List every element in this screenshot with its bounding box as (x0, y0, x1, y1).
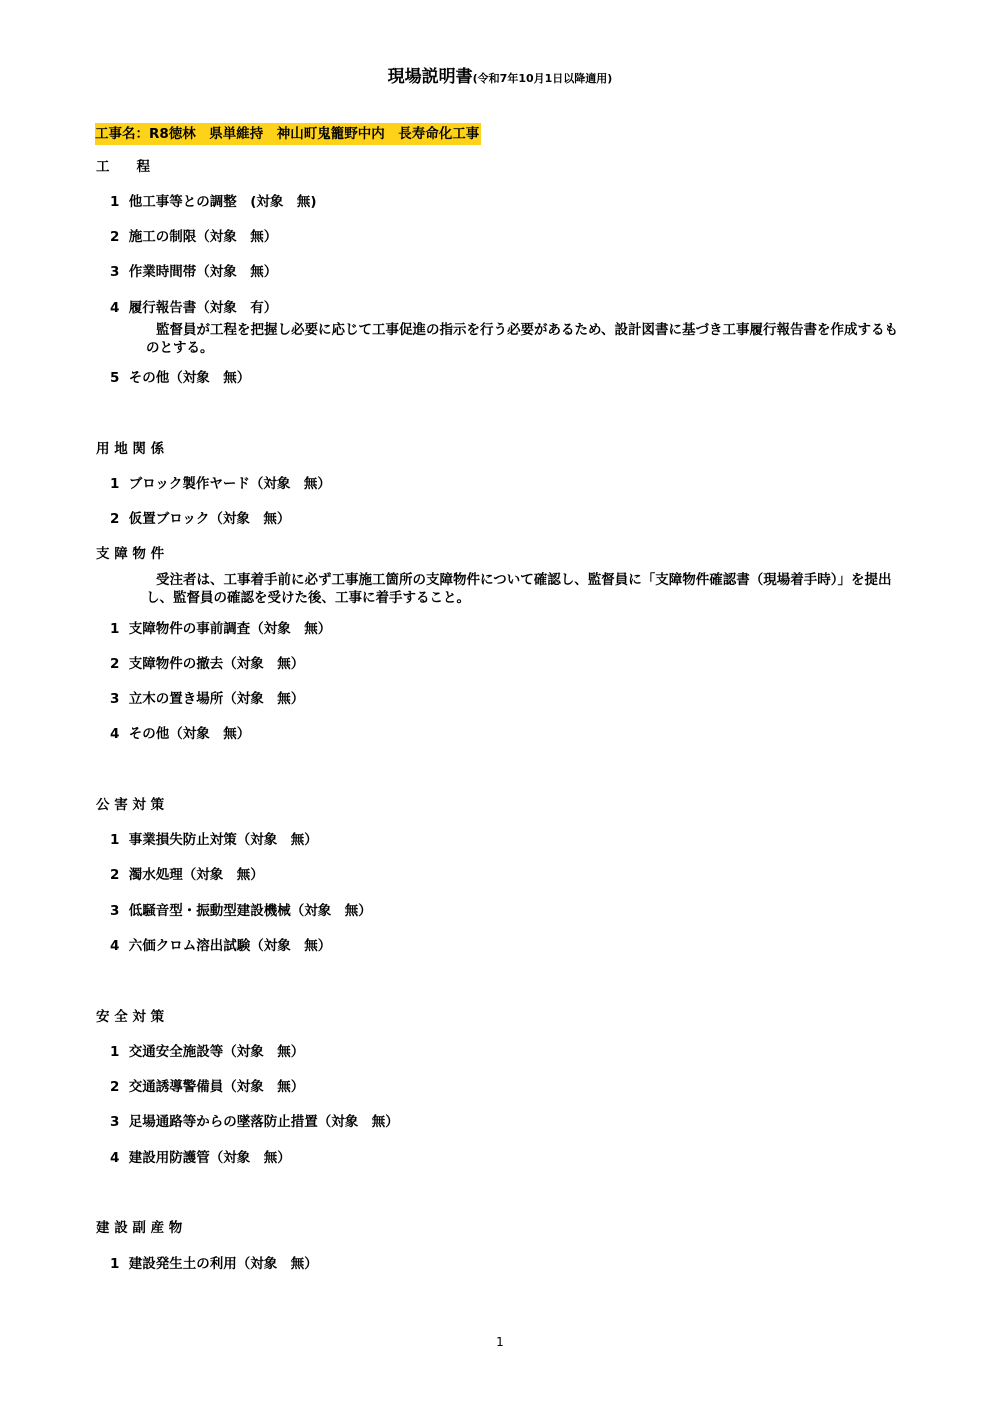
list-item: 1 支障物件の事前調査（対象 無） (110, 621, 332, 637)
list-item: 3 立木の置き場所（対象 無） (110, 691, 305, 707)
section-heading-koutei: 工 程 (96, 159, 150, 175)
list-item: 2 支障物件の撤去（対象 無） (110, 656, 305, 672)
list-item: 4 建設用防護管（対象 無） (110, 1150, 291, 1166)
section-heading-anzen: 安 全 対 策 (96, 1009, 165, 1025)
list-item: 3 足場通路等からの墜落防止措置（対象 無） (110, 1114, 399, 1130)
list-item: 3 低騒音型・振動型建設機械（対象 無） (110, 903, 372, 919)
section-note-shishou: 受注者は、工事着手前に必ず工事施工箇所の支障物件について確認し、監督員に「支障物件確認書（現場着手時）」を提出し、監督員の確認を受けた後、工事に着手すること。 (146, 572, 892, 606)
list-item: 2 交通誘導警備員（対象 無） (110, 1079, 305, 1095)
section-heading-fukusanbutsu: 建 設 副 産 物 (96, 1220, 183, 1236)
list-item: 2 仮置ブロック（対象 無） (110, 511, 291, 527)
list-item: 2 濁水処理（対象 無） (110, 867, 264, 883)
document-title (0, 62, 1000, 87)
list-item: 1 他工事等との調整 (対象 無) (110, 194, 317, 210)
title-main: 現場説明書 (387, 67, 473, 87)
section-heading-kougai: 公 害 対 策 (96, 797, 165, 813)
title-subtitle: (令和7年10月1日以降適用) (472, 72, 613, 85)
list-item: 1 事業損失防止対策（対象 無） (110, 832, 318, 848)
project-name: 工事名：R8徳林 県単維持 神山町鬼籠野中内 長寿命化工事 (95, 123, 481, 145)
list-item: 4 履行報告書（対象 有） (110, 300, 278, 316)
list-item: 1 ブロック製作ヤード（対象 無） (110, 476, 331, 492)
list-item: 2 施工の制限（対象 無） (110, 229, 278, 245)
list-item: 1 交通安全施設等（対象 無） (110, 1044, 305, 1060)
list-item: 4 六価クロム溶出試験（対象 無） (110, 938, 332, 954)
section-note-koutei: 監督員が工程を把握し必要に応じて工事促進の指示を行う必要があるため、設計図書に基づき工事履行報告書を作成するものとする。 (146, 322, 898, 356)
list-item: 1 建設発生土の利用（対象 無） (110, 1256, 318, 1272)
list-item: 3 作業時間帯（対象 無） (110, 264, 278, 280)
page-number: 1 (496, 1335, 504, 1349)
section-heading-shishou: 支 障 物 件 (96, 546, 165, 562)
list-item: 4 その他（対象 無） (110, 726, 251, 742)
list-item: 5 その他（対象 無） (110, 370, 251, 386)
section-heading-youchi: 用 地 関 係 (96, 441, 165, 457)
